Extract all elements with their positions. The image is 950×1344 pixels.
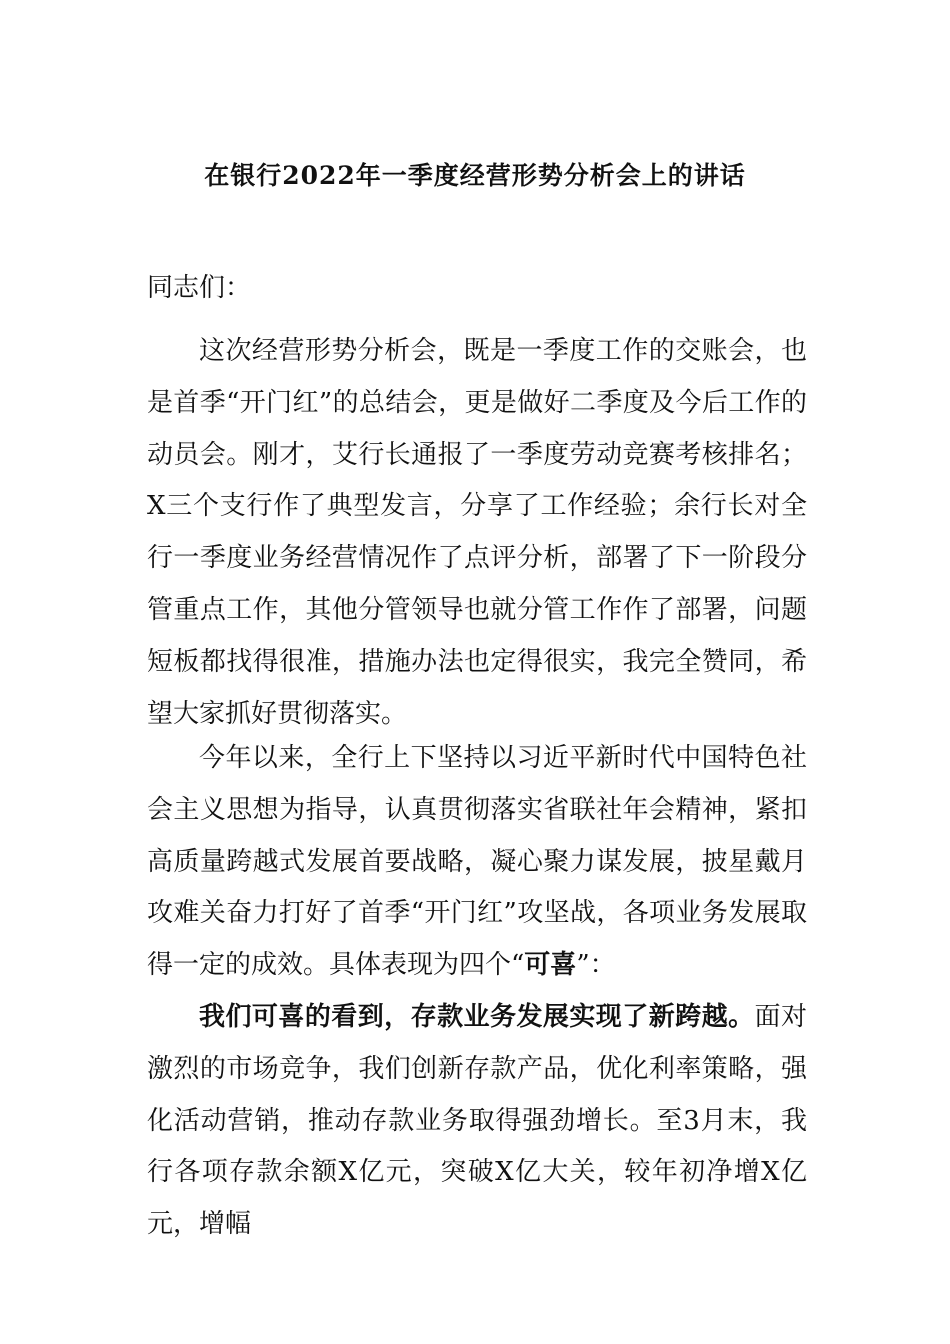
paragraph-3: [147, 992, 807, 1251]
paragraph-3-text: 面对激烈的市场竞争，我们创新存款产品，优化利率策略，强化活动营销，推动存款业务取得强劲增长。至3月末，我行各项存款余额X亿元，突破X亿大关，较年初净增X亿元，增幅: [147, 1002, 807, 1240]
paragraph-2: [147, 733, 807, 992]
paragraph-2-emphasis: 可喜: [524, 950, 577, 981]
paragraph-2-text-end: ”：: [576, 950, 616, 981]
paragraph-2-text: 今年以来，全行上下坚持以习近平新时代中国特色社会主义思想为指导，认真贯彻落实省联社年会精神，紧扣高质量跨越式发展首要战略，凝心聚力谋发展，披星戴月攻难关奋力打好了首季“开门红”攻坚战，各项业务发展取得一定的成效。具体表现为四个“: [147, 743, 807, 981]
paragraph-1-text: 这次经营形势分析会，既是一季度工作的交账会，也是首季“开门红”的总结会，更是做好二季度及今后工作的动员会。刚才，艾行长通报了一季度劳动竞赛考核排名；X三个支行作了典型发言，分享了工作经验；余行长对全行一季度业务经营情况作了点评分析，部署了下一阶段分管重点工作，其他分管领导也就分管工作作了部署，问题短板都找得很准，措施办法也定得很实，我完全赞同，希望大家抓好贯彻落实。: [147, 336, 807, 729]
document-title: 在银行2022年一季度经营形势分析会上的讲话: [204, 161, 746, 190]
salutation: 同志们：: [147, 273, 252, 303]
paragraph-3-heading: 我们可喜的看到，存款业务发展实现了新跨越。: [199, 1002, 755, 1032]
paragraph-1: [147, 326, 807, 740]
